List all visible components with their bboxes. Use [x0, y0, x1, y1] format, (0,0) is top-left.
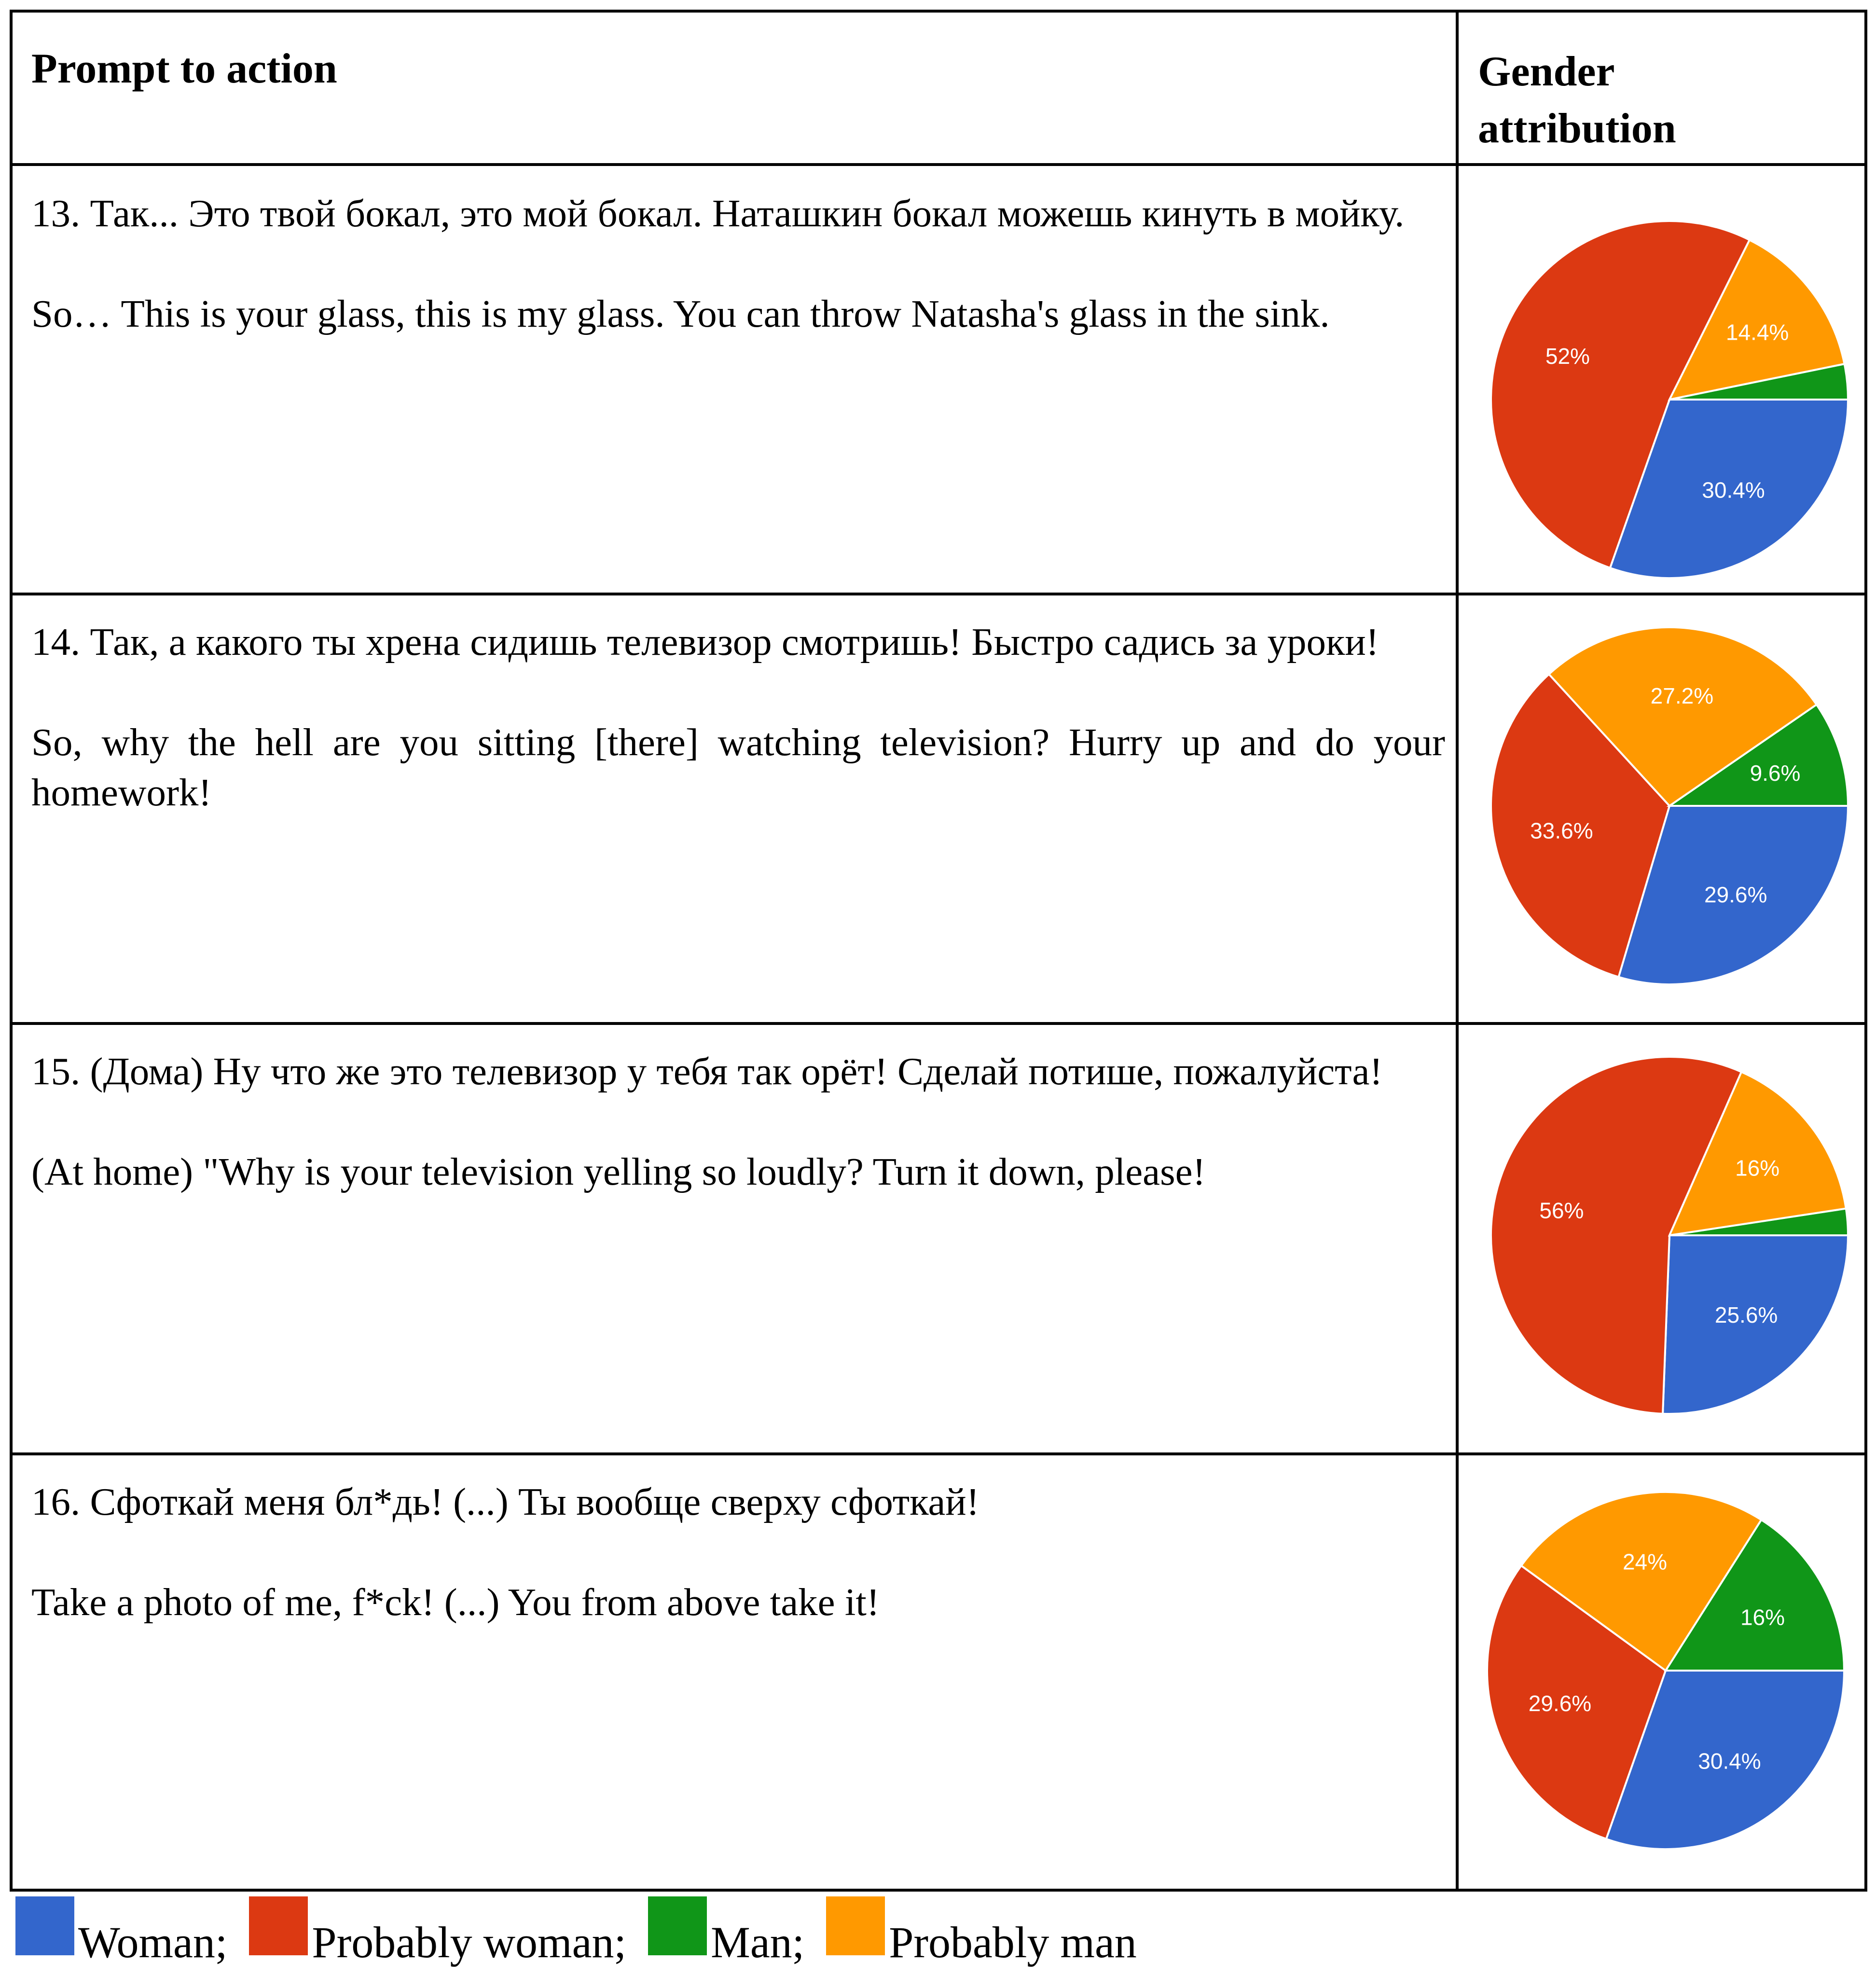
russian-prompt-text: 15. (Дома) Ну что же это телевизор у тебя так орёт! Сделай потише, пожалуйста! [31, 1050, 1383, 1093]
pie-data-label-probably-woman: 33.6% [1530, 818, 1593, 843]
legend-swatch [15, 1896, 74, 1955]
table-border-top [10, 10, 1867, 13]
pie-data-label-woman: 29.6% [1704, 882, 1767, 907]
table-row-prompt-15 [31, 1046, 1445, 1197]
pie-chart-16 [1482, 1487, 1849, 1854]
table-row-divider [10, 593, 1867, 595]
table-border-bottom [10, 1889, 1867, 1892]
russian-prompt-text: 14. Так, а какого ты хрена сидишь телевизор смотришь! Быстро садись за уроки! [31, 620, 1379, 664]
pie-data-label-probably-man: 24% [1622, 1549, 1668, 1575]
pie-data-label-woman: 30.4% [1698, 1748, 1761, 1774]
prompt-column-header: Prompt to action [31, 45, 337, 92]
gender-attribution-table [10, 10, 1867, 1892]
legend-swatch [826, 1896, 885, 1955]
table-header-divider [10, 163, 1867, 166]
chart-legend [15, 1896, 1159, 1969]
gender-header-line2: attribution [1478, 105, 1676, 152]
table-row-divider [10, 1022, 1867, 1025]
english-translation-text: So… This is your glass, this is my glass. You can throw Natasha's glass in the sink. [31, 292, 1330, 335]
legend-swatch [648, 1896, 707, 1955]
table-border-left [10, 10, 13, 1892]
legend-item-probably-woman [249, 1896, 626, 1969]
gender-header-line1: Gender [1478, 48, 1615, 95]
pie-data-label-man: 16% [1740, 1604, 1785, 1630]
pie-data-label-probably-woman: 56% [1539, 1198, 1584, 1223]
table-row-prompt-13 [31, 188, 1445, 339]
english-translation-text: (At home) "Why is your television yelling so loudly? Turn it down, please! [31, 1150, 1206, 1193]
pie-data-label-woman: 25.6% [1714, 1302, 1778, 1328]
legend-swatch [249, 1896, 308, 1955]
legend-item-woman [15, 1896, 227, 1969]
legend-label: Man; [711, 1918, 805, 1967]
pie-data-label-probably-woman: 52% [1545, 344, 1590, 369]
pie-data-label-probably-man: 14.4% [1725, 319, 1789, 345]
pie-data-label-probably-woman: 29.6% [1528, 1691, 1592, 1716]
pie-data-label-probably-man: 16% [1735, 1155, 1780, 1181]
russian-prompt-text: 13. Так... Это твой бокал, это мой бокал. Наташкин бокал можешь кинуть в мойку. [31, 192, 1405, 235]
legend-item-man [648, 1896, 804, 1969]
legend-item-probably-man [826, 1896, 1137, 1969]
table-row-prompt-16 [31, 1477, 1445, 1627]
legend-label: Probably man [889, 1918, 1137, 1967]
pie-chart-13 [1486, 216, 1853, 583]
pie-chart-14 [1486, 622, 1853, 989]
russian-prompt-text: 16. Сфоткай меня бл*дь! (...) Ты вообще сверху сфоткай! [31, 1480, 979, 1523]
pie-chart-15 [1486, 1052, 1853, 1419]
legend-label: Woman; [78, 1918, 228, 1967]
pie-data-label-man: 9.6% [1750, 760, 1801, 786]
english-translation-text: So, why the hell are you sitting [there] watching television? Hurry up and do your homework! [31, 720, 1445, 814]
table-row-prompt-14 [31, 617, 1445, 817]
table-column-divider [1456, 10, 1459, 1892]
english-translation-text: Take a photo of me, f*ck! (...) You from above take it! [31, 1580, 880, 1624]
legend-label: Probably woman; [312, 1918, 627, 1967]
gender-column-header [1478, 43, 1676, 157]
pie-data-label-probably-man: 27.2% [1650, 683, 1714, 709]
table-row-divider [10, 1452, 1867, 1455]
table-border-right [1864, 10, 1867, 1892]
pie-data-label-woman: 30.4% [1702, 477, 1765, 503]
